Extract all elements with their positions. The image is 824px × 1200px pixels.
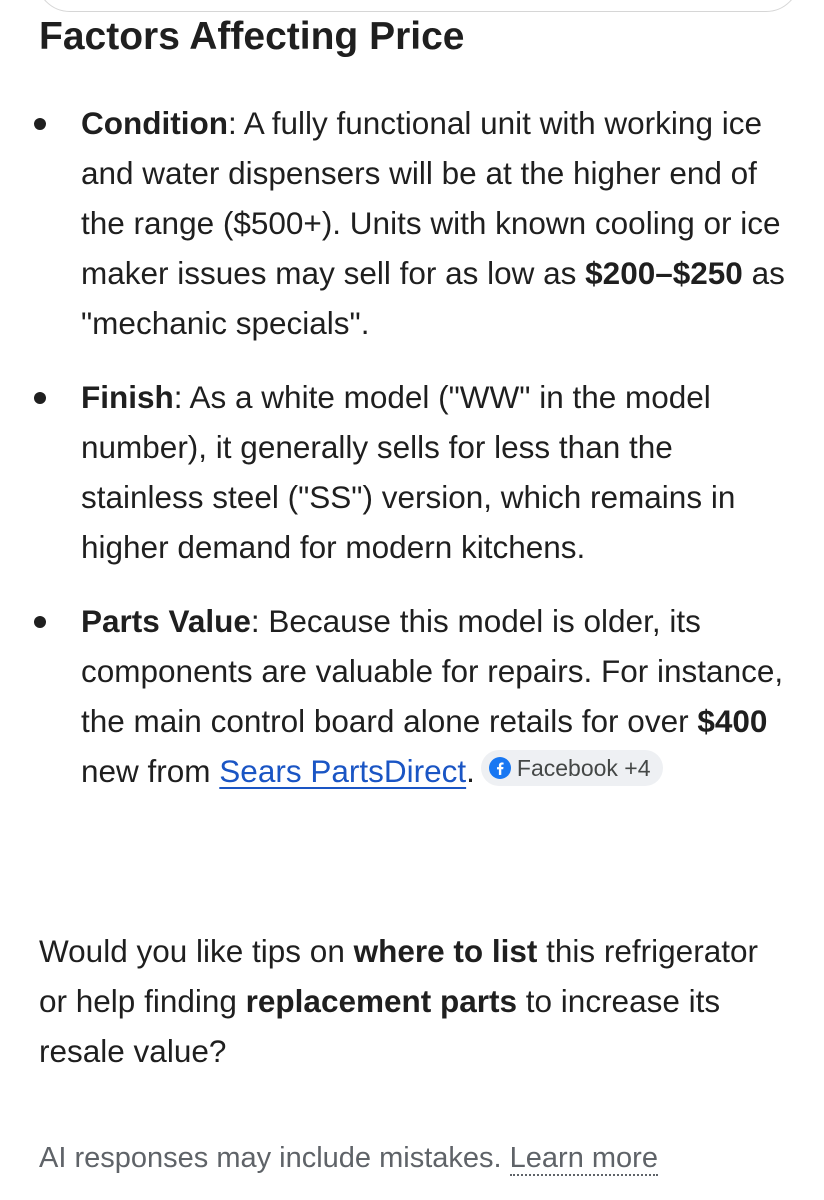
facebook-icon <box>489 757 511 779</box>
factor-finish <box>0 372 824 572</box>
factor-label: Finish <box>81 379 174 415</box>
factor-text: : A fully functional unit with working ice and water dispensers will be at the higher end of the range ($500+). Units with known cooling or ice maker issues may sell for as low as <box>81 105 781 291</box>
factor-text: : As a white model ("WW" in the model number), it generally sells for less than the stainless steel ("SS") version, which remains in higher demand for modern kitchens. <box>81 379 736 565</box>
bullet-icon <box>34 392 46 404</box>
disclaimer-text: AI responses may include mistakes. <box>39 1142 510 1174</box>
followup-emphasis: replacement parts <box>245 983 518 1019</box>
factor-label: Condition <box>81 105 228 141</box>
followup-question <box>39 926 790 1076</box>
followup-text: to increase its resale value? <box>39 983 721 1069</box>
factor-condition <box>0 98 824 348</box>
ai-disclaimer <box>39 1136 658 1180</box>
price-value: $400 <box>697 703 768 739</box>
factor-label: Parts Value <box>81 603 251 639</box>
source-chip-label: Facebook +4 <box>516 755 651 781</box>
followup-emphasis: where to list <box>353 933 538 969</box>
learn-more-link[interactable]: Learn more <box>509 1142 658 1174</box>
factor-text: . <box>466 753 475 789</box>
source-chip[interactable] <box>481 750 663 786</box>
followup-text: this refrigerator or help finding <box>39 933 758 1019</box>
bullet-icon <box>34 616 46 628</box>
factor-parts-value <box>0 596 824 796</box>
factor-text: new from <box>81 753 220 789</box>
card-top-edge <box>36 0 800 12</box>
price-range: $200–$250 <box>585 255 743 291</box>
factor-text: as "mechanic specials". <box>81 255 785 341</box>
followup-text: Would you like tips on <box>39 933 354 969</box>
sears-partsdirect-link[interactable]: Sears PartsDirect <box>219 753 467 789</box>
factor-text: : Because this model is older, its components are valuable for repairs. For instance, the main control board alone retails for over <box>81 603 784 739</box>
factors-list <box>0 98 824 796</box>
section-heading: Factors Affecting Price <box>39 15 465 58</box>
bullet-icon <box>34 118 46 130</box>
